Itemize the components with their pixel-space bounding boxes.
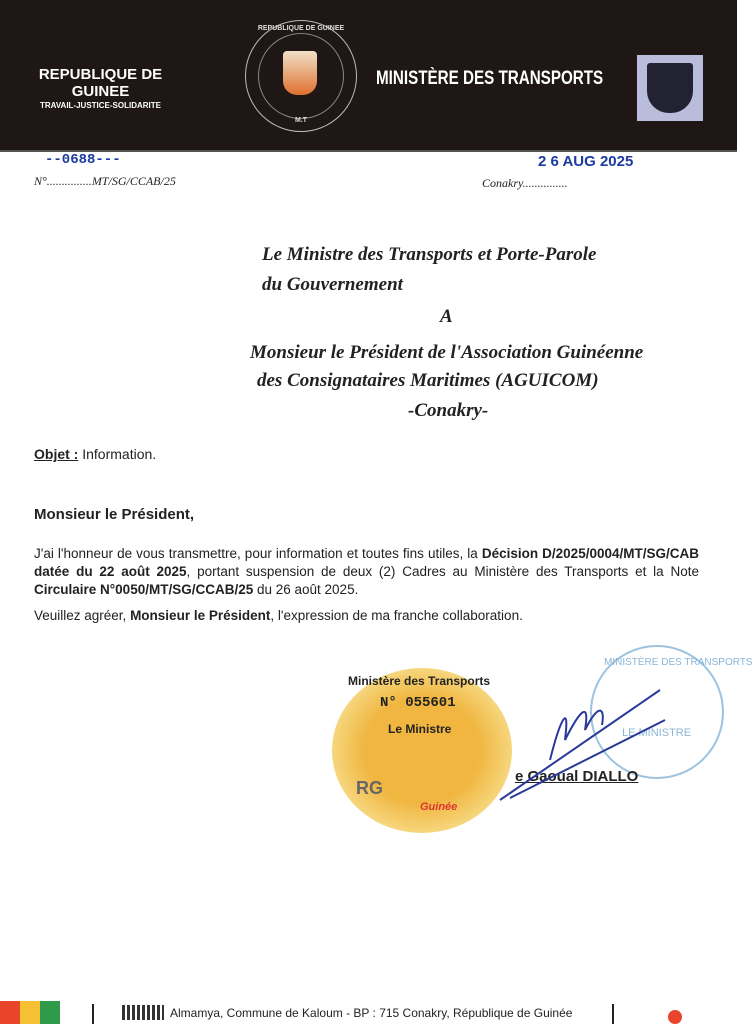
recipient-line-2: des Consignataires Maritimes (AGUICOM): [257, 370, 599, 391]
reference-number: N°...............MT/SG/CCAB/25: [34, 174, 176, 188]
republic-title: REPUBLIQUE DE GUINEE TRAVAIL-JUSTICE-SOLIDARITE: [8, 66, 193, 110]
ministry-emblem-icon: [637, 55, 703, 121]
motto: TRAVAIL-JUSTICE-SOLIDARITE: [39, 101, 162, 110]
to-label: A: [440, 306, 453, 327]
letter-body: [34, 545, 699, 633]
subject: Objet : Information.: [34, 446, 157, 462]
divider: [92, 1004, 94, 1024]
qr-contact-icon: [122, 1005, 164, 1020]
place-date: Conakry...............: [482, 176, 568, 190]
sender-line-2: du Gouvernement: [262, 274, 403, 295]
coat-of-arms-icon: [283, 51, 317, 95]
ministry-title: MINISTÈRE DES TRANSPORTS: [376, 68, 604, 89]
paragraph-1: J'ai l'honneur de vous transmettre, pour information et toutes fins utiles, la Décision D/2025/0004/MT/SG/CAB datée du 22 août 2025, portant suspension de deux (2) Cadres au Ministère des Transports et la Note Circulaire N°0050/MT/SG/CCAB/25 du 26 août 2025.: [34, 546, 699, 597]
salutation: Monsieur le Président,: [34, 506, 195, 523]
signatory-name: e Gaoual DIALLO: [515, 768, 639, 785]
ministry-blue-stamp: MINISTÈRE DES TRANSPORTS LE MINISTRE: [590, 645, 724, 779]
date-stamp: 2 6 AUG 2025: [538, 153, 634, 170]
footer-address: Almamya, Commune de Kaloum - BP : 715 Conakry, République de Guinée: [170, 1006, 573, 1020]
recipient-city: -Conakry-: [408, 400, 489, 421]
national-seal: REPUBLIQUE DE GUINEE M.T: [245, 20, 357, 132]
signature: [490, 680, 670, 810]
flag-yellow: [20, 1001, 40, 1024]
reference-stamp: --0688---: [45, 152, 121, 168]
minister-gold-stamp: Ministère des Transports N° 055601 Le Ministre RG Guinée: [332, 668, 512, 833]
paragraph-2: Veuillez agréer, Monsieur le Président, l'expression de ma franche collaboration.: [34, 608, 523, 623]
divider: [612, 1004, 614, 1024]
flag-red: [0, 1001, 20, 1024]
flag-green: [40, 1001, 60, 1024]
letterhead: [0, 0, 737, 152]
sender-line-1: Le Ministre des Transports et Porte-Parole: [262, 244, 597, 265]
recipient-line-1: Monsieur le Président de l'Association Guinéenne: [250, 342, 644, 363]
red-dot-icon: [668, 1010, 682, 1024]
